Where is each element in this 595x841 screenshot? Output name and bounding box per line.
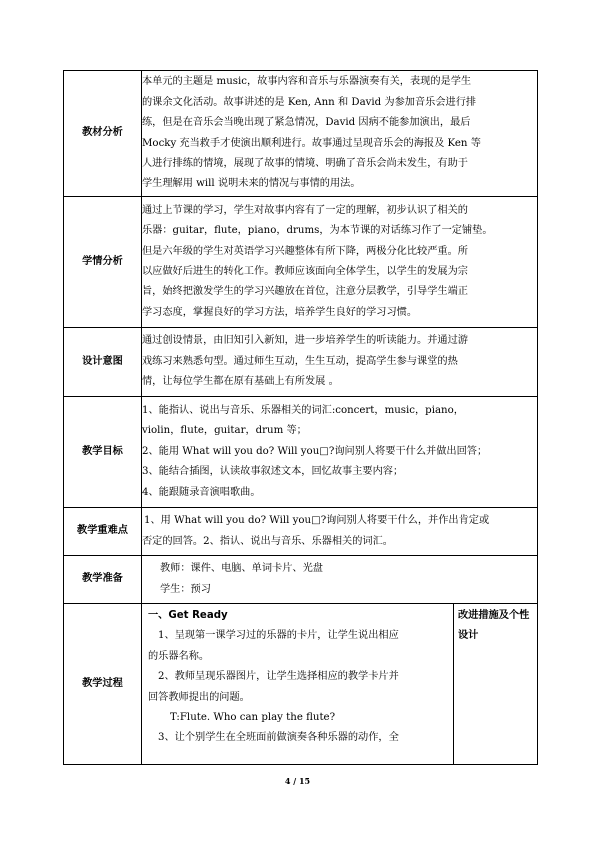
lesson-plan-table <box>63 70 538 765</box>
row-textbook-analysis <box>64 71 538 197</box>
content-key-points <box>142 508 538 556</box>
row-teaching-process <box>64 604 538 765</box>
text-line: 回答教师提出的问题。 <box>148 691 250 703</box>
label-preparation: 教学准备 <box>64 556 142 604</box>
text-line: 1、呈现第一课学习过的乐器的卡片，让学生说出相应 <box>158 630 399 642</box>
text-line: 练，但是在音乐会当晚出现了紧急情况，David 因病不能参加演出，最后 <box>142 117 471 129</box>
text-line: 乐器：guitar，flute，piano，drums，为本节课的对话练习作了一定铺垫。 <box>142 225 493 237</box>
label-key-points: 教学重难点 <box>64 508 142 556</box>
text-line: T:Flute. Who can play the flute? <box>170 712 336 724</box>
content-design-intent <box>142 328 538 397</box>
text-line: 3、让个别学生在全班面前做演奏各种乐器的动作，全 <box>158 732 399 744</box>
text-line: 本单元的主题是 music，故事内容和音乐与乐器演奏有关，表现的是学生 <box>142 76 472 88</box>
text-line: 人进行排练的情境，展现了故事的情境、明确了音乐会尚未发生，有助于 <box>142 157 468 169</box>
row-key-points <box>64 508 538 556</box>
text-line: 1、能指认、说出与音乐、乐器相关的词汇:concert，music，piano， <box>142 404 464 416</box>
row-design-intent <box>64 328 538 397</box>
text-line: 情，让每位学生都在原有基础上有所发展 。 <box>142 376 339 388</box>
text-line: 的乐器名称。 <box>148 650 210 662</box>
label-textbook-analysis: 教材分析 <box>64 71 142 197</box>
text-line: 通过创设情景，由旧知引入新知，进一步培养学生的听读能力。并通过游 <box>142 335 468 347</box>
text-line: 但是六年级的学生对英语学习兴趣整体有所下降，两极分化比较严重。所 <box>142 245 468 257</box>
text-line: 戏练习来熟悉句型。通过师生互动，生生互动，提高学生参与课堂的热 <box>142 355 458 367</box>
row-preparation <box>64 556 538 604</box>
text-line: 学习态度，掌握良好的学习方法，培养学生良好的学习习惯。 <box>142 306 418 318</box>
text-line: 1、用 What will you do? Will you□?询问别人将要干什么，并作出肯定或 <box>144 515 490 527</box>
text-line: 教师：课件、电脑、单词卡片、光盘 <box>160 563 323 575</box>
content-teaching-process <box>142 604 454 765</box>
text-line: 学生：预习 <box>160 583 211 595</box>
text-line: 的课余文化活动。故事讲述的是 Ken, Ann 和 David 为参加音乐会进行排 <box>142 96 477 108</box>
text-line: 否定的回答。2、指认、说出与音乐、乐器相关的词汇。 <box>142 535 393 547</box>
improvement-notes-column: 改进措施及个性设计 <box>454 604 538 765</box>
content-student-analysis <box>142 197 538 328</box>
text-line: violin，flute，guitar，drum 等； <box>142 425 307 437</box>
row-student-analysis <box>64 197 538 328</box>
page-number: 4 / 15 <box>284 776 311 786</box>
text-line: 以应做好后进生的转化工作。教师应该面向全体学生，以学生的发展为宗 <box>142 266 468 277</box>
text-line: Mocky 充当救手才使演出顺利进行。故事通过呈现音乐会的海报及 Ken 等 <box>142 137 481 149</box>
text-line: 学生理解用 will 说明未来的情况与事情的用法。 <box>142 178 361 190</box>
row-teaching-goals <box>64 397 538 508</box>
text-line: 3、能结合插图，认读故事叙述文本，回忆故事主要内容； <box>142 466 404 478</box>
label-teaching-goals: 教学目标 <box>64 397 142 508</box>
content-preparation <box>142 556 538 604</box>
text-line: 通过上节课的学习，学生对故事内容有了一定的理解，初步认识了相关的 <box>142 204 468 216</box>
content-teaching-goals <box>142 397 538 508</box>
label-student-analysis: 学情分析 <box>64 197 142 328</box>
content-textbook-analysis <box>142 71 538 197</box>
text-line: 2、教师呈现乐器图片，让学生选择相应的教学卡片并 <box>158 671 399 683</box>
section-title: 一、Get Ready <box>148 610 228 621</box>
text-line: 4、能跟随录音演唱歌曲。 <box>142 486 261 498</box>
label-teaching-process: 教学过程 <box>64 604 142 765</box>
text-line: 旨，始终把激发学生的学习兴趣放在首位，注意分层教学，引导学生端正 <box>142 286 468 298</box>
label-design-intent: 设计意图 <box>64 328 142 397</box>
text-line: 2、能用 What will you do? Will you□?询问别人将要干什么并做出回答； <box>142 445 488 457</box>
